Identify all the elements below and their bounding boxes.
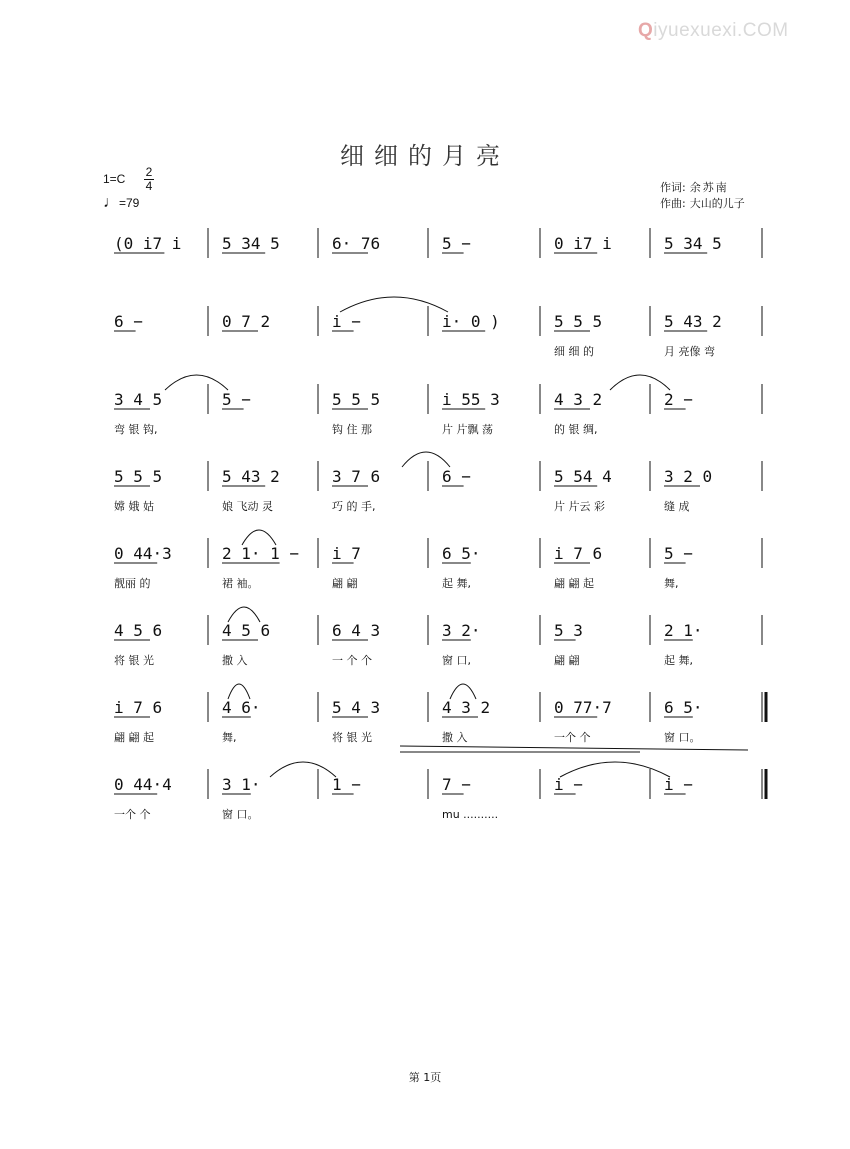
lyric-text: 撒 入 bbox=[222, 654, 248, 667]
lyric-text: 娘 飞动 灵 bbox=[222, 500, 273, 513]
measure-notes: 5 5 5 bbox=[114, 467, 163, 486]
measure-notes: 7 − bbox=[442, 775, 471, 794]
lyric-text: 窗 口, bbox=[442, 654, 471, 667]
lyric-text: 巧 的 手, bbox=[332, 500, 376, 513]
slur-arc bbox=[228, 607, 260, 622]
lyric-text: 月 亮像 弯 bbox=[664, 345, 715, 358]
lyric-text: 弯 银 钩, bbox=[114, 423, 158, 436]
lyric-text: 翩 翩 bbox=[554, 654, 580, 667]
lyric-text: 一个 个 bbox=[114, 808, 151, 821]
lyric-text: 片 片云 彩 bbox=[554, 500, 605, 513]
measure-notes: 2 − bbox=[664, 390, 693, 409]
key-signature: 1=C bbox=[103, 172, 126, 186]
credit-label: 作词: bbox=[660, 181, 686, 194]
measure-notes: 5 34 5 bbox=[222, 234, 280, 253]
measure-notes: 0 44·3 bbox=[114, 544, 172, 563]
measure-notes: i 7 6 bbox=[114, 698, 163, 717]
measure-notes: 5 − bbox=[442, 234, 471, 253]
lyric-text: 撒 入 bbox=[442, 731, 468, 744]
measure-notes: 5 5 5 bbox=[332, 390, 381, 409]
measure-notes: 3 4 5 bbox=[114, 390, 163, 409]
measure-notes: 0 7 2 bbox=[222, 312, 271, 331]
measure-notes: 4 6· bbox=[222, 698, 261, 717]
measure-notes: 6 5· bbox=[664, 698, 703, 717]
measure-notes: i· 0 ) bbox=[442, 312, 500, 331]
lyric-text: 舞, bbox=[222, 731, 237, 744]
lyric-text: 窗 口。 bbox=[664, 731, 701, 744]
slur-arc bbox=[242, 530, 276, 545]
measure-notes: 2 1· bbox=[664, 621, 703, 640]
lyric-text: 翩 翩 bbox=[332, 577, 358, 590]
lyric-text: 舞, bbox=[664, 577, 679, 590]
measure-notes: 5 54 4 bbox=[554, 467, 612, 486]
measure-notes: 4 3 2 bbox=[554, 390, 603, 409]
measure-notes: 6 − bbox=[114, 312, 143, 331]
lyric-text: mu .......... bbox=[442, 808, 499, 821]
extension-line bbox=[400, 746, 748, 750]
measure-notes: 4 5 6 bbox=[222, 621, 271, 640]
slur-arc bbox=[270, 762, 336, 777]
slur-arc bbox=[165, 375, 228, 390]
credit-value: 余苏南 bbox=[689, 181, 729, 194]
watermark-text: iyuexuexi.COM bbox=[653, 20, 789, 41]
watermark-logo: Q bbox=[638, 20, 654, 41]
measure-notes: 4 3 2 bbox=[442, 698, 491, 717]
quarter-note-icon: ♩ bbox=[103, 194, 119, 211]
measure-notes: i − bbox=[332, 312, 361, 331]
measure-notes: 5 − bbox=[222, 390, 251, 409]
measure-notes: 6· 76 bbox=[332, 234, 381, 253]
measure-notes: i 7 6 bbox=[554, 544, 603, 563]
measure-notes: 5 5 5 bbox=[554, 312, 603, 331]
credit-label: 作曲: bbox=[660, 197, 686, 210]
lyric-text: 一个 个 bbox=[554, 731, 591, 744]
measure-notes: 6 5· bbox=[442, 544, 481, 563]
measure-notes: 6 4 3 bbox=[332, 621, 381, 640]
time-signature-top: 2 bbox=[145, 165, 153, 179]
measure-notes: i 7 bbox=[332, 544, 361, 563]
measure-notes: 5 − bbox=[664, 544, 693, 563]
lyric-text: 细 细 的 bbox=[554, 345, 594, 358]
song-title: 细细的月亮 bbox=[340, 142, 510, 170]
lyric-text: 裙 袖。 bbox=[222, 577, 259, 590]
lyric-text: 翩 翩 起 bbox=[114, 731, 154, 744]
measure-notes: 0 i7 i bbox=[554, 234, 612, 253]
credit-value: 大山的儿子 bbox=[689, 197, 745, 210]
lyric-text: 嫦 娥 姑 bbox=[114, 500, 154, 513]
lyric-text: 起 舞, bbox=[442, 577, 471, 590]
slur-arc bbox=[228, 684, 250, 699]
measure-notes: 6 − bbox=[442, 467, 471, 486]
lyric-text: 的 银 绸, bbox=[554, 423, 598, 436]
lyric-text: 靓丽 的 bbox=[114, 577, 151, 590]
measure-notes: 3 1· bbox=[222, 775, 261, 794]
lyric-text: 缝 成 bbox=[664, 500, 690, 513]
measure-notes: 3 2· bbox=[442, 621, 481, 640]
measure-notes: i − bbox=[554, 775, 583, 794]
measure-notes: i 55 3 bbox=[442, 390, 500, 409]
lyric-text: 将 银 光 bbox=[332, 731, 372, 744]
measure-notes: 1 − bbox=[332, 775, 361, 794]
measure-notes: (0 i7 i bbox=[114, 234, 182, 253]
measure-notes: 5 43 2 bbox=[222, 467, 280, 486]
time-signature-bottom: 4 bbox=[145, 179, 153, 193]
measure-notes: 3 7 6 bbox=[332, 467, 381, 486]
measure-notes: 0 44·4 bbox=[114, 775, 172, 794]
lyric-text: 起 舞, bbox=[664, 654, 693, 667]
measure-notes: 2 1· 1 − bbox=[222, 544, 300, 563]
measure-notes: i − bbox=[664, 775, 693, 794]
measure-notes: 0 77·7 bbox=[554, 698, 612, 717]
measure-notes: 5 4 3 bbox=[332, 698, 381, 717]
lyric-text: 将 银 光 bbox=[114, 654, 154, 667]
lyric-text: 钩 住 那 bbox=[332, 423, 372, 436]
lyric-text: 片 片飘 荡 bbox=[442, 423, 493, 436]
measure-notes: 5 43 2 bbox=[664, 312, 722, 331]
slur-arc bbox=[610, 375, 670, 390]
page-number: 第 1页 bbox=[408, 1071, 442, 1084]
slur-arc bbox=[340, 297, 448, 312]
measure-notes: 3 2 0 bbox=[664, 467, 713, 486]
lyric-text: 翩 翩 起 bbox=[554, 577, 594, 590]
measure-notes: 5 3 bbox=[554, 621, 583, 640]
measure-notes: 5 34 5 bbox=[664, 234, 722, 253]
lyric-text: 一 个 个 bbox=[332, 654, 372, 667]
tempo-value: =79 bbox=[119, 196, 140, 210]
slur-arc bbox=[450, 684, 476, 699]
lyric-text: 窗 口。 bbox=[222, 808, 259, 821]
slur-arc bbox=[402, 452, 450, 467]
measure-notes: 4 5 6 bbox=[114, 621, 163, 640]
